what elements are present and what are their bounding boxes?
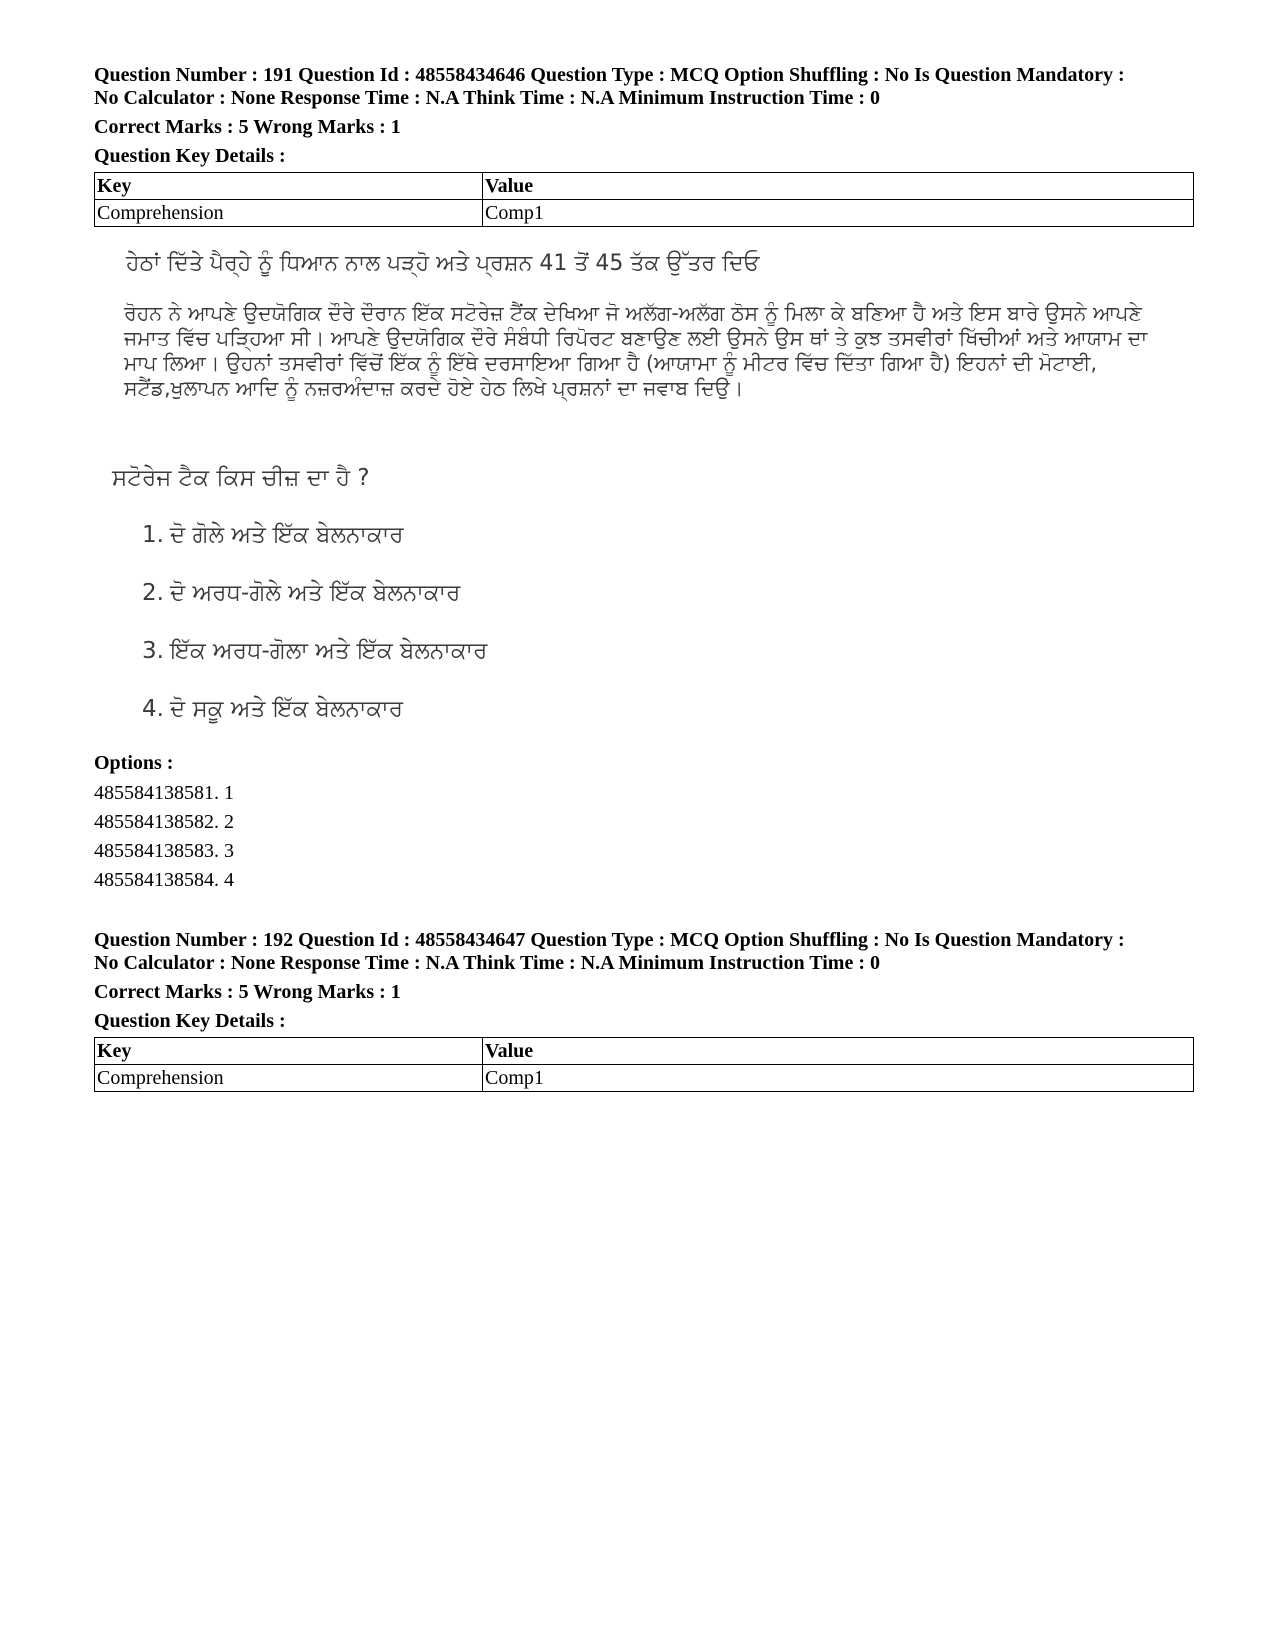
table-header-value: Value [483, 173, 1194, 200]
option-row: 485584138581. 1 [94, 782, 234, 804]
table-header-key: Key [95, 1038, 483, 1065]
question-marks: Correct Marks : 5 Wrong Marks : 1 [94, 116, 401, 138]
choice-number: 3. [142, 638, 164, 664]
table-header-row [95, 173, 1194, 200]
question-192 [94, 929, 1194, 1092]
option-row: 485584138582. 2 [94, 811, 234, 833]
choice-text: ਇੱਕ ਅਰਧ-ਗੋਲਾ ਅਤੇ ਇੱਕ ਬੇਲਨਾਕਾਰ [169, 638, 488, 664]
question-meta-line-1: Question Number : 191 Question Id : 48558434646 Question Type : MCQ Option Shuffling : No Is Question Mandatory : [94, 64, 1125, 86]
comprehension-passage: ਰੋਹਨ ਨੇ ਆਪਣੇ ਉਦਯੋਗਿਕ ਦੌਰੇ ਦੌਰਾਨ ਇੱਕ ਸਟੋਰੇਜ਼ ਟੈਂਕ ਦੇਖਿਆ ਜੋ ਅਲੱਗ-ਅਲੱਗ ਠੋਸ ਨੂੰ ਮਿਲਾ ਕੇ ਬਣਿਆ ਹੈ ਅਤੇ ਇਸ ਬਾਰੇ ਉਸਨੇ ਆਪਣੇ ਜਮਾਤ ਵਿੱਚ ਪੜ੍ਹਿਆ ਸੀ। ਆਪਣੇ ਉਦਯੋਗਿਕ ਦੌਰੇ ਸੰਬੰਧੀ ਰਿਪੋਰਟ ਬਣਾਉਣ ਲਈ ਉਸਨੇ ਉਸ ਥਾਂ ਤੇ ਕੁਝ ਤਸਵੀਰਾਂ ਖਿੱਚੀਆਂ ਅਤੇ ਆਯਾਮ ਦਾ ਮਾਪ ਲਿਆ। ਉਹਨਾਂ ਤਸਵੀਰਾਂ ਵਿੱਚੋਂ ਇੱਕ ਨੂੰ ਇੱਥੇ ਦਰਸਾਇਆ ਗਿਆ ਹੈ (ਆਯਾਮਾ ਨੂੰ ਮੀਟਰ ਵਿੱਚ ਦਿੱਤਾ ਗਿਆ ਹੈ) ਇਹਨਾਂ ਦੀ ਮੋਟਾਈ, ਸਟੈਂਡ,ਖੁਲਾਪਨ ਆਦਿ ਨੂੰ ਨਜ਼ਰਅੰਦਾਜ਼ ਕਰਦੇ ਹੋਏ ਹੇਠ ਲਿਖੇ ਪ੍ਰਸ਼ਨਾਂ ਦਾ ਜਵਾਬ ਦਿਉ। [124, 301, 1148, 400]
table-header-key: Key [95, 173, 483, 200]
choice-text: ਦੋ ਅਰਧ-ਗੋਲੇ ਅਤੇ ਇੱਕ ਬੇਲਨਾਕਾਰ [169, 580, 461, 606]
options-label: Options : [94, 752, 174, 774]
comprehension-instruction: ਹੇਠਾਂ ਦਿੱਤੇ ਪੈਰ੍ਹੇ ਨੂੰ ਧਿਆਨ ਨਾਲ ਪੜ੍ਹੋ ਅਤੇ ਪ੍ਰਸ਼ਨ 41 ਤੋਂ 45 ਤੱਕ ਉੱਤਰ ਦਿਓ [126, 251, 760, 276]
question-marks: Correct Marks : 5 Wrong Marks : 1 [94, 981, 401, 1003]
table-cell-key: Comprehension [95, 200, 483, 227]
question-content-image [112, 249, 1192, 725]
question-key-table [94, 1037, 1194, 1092]
choice-number: 1. [142, 522, 164, 548]
choice-number: 2. [142, 580, 164, 606]
question-stem: ਸਟੋਰੇਜ ਟੈਕ ਕਿਸ ਚੀਜ਼ ਦਾ ਹੈ ? [112, 465, 370, 491]
option-row: 485584138584. 4 [94, 869, 234, 891]
option-row: 485584138583. 3 [94, 840, 234, 862]
choice-text: ਦੋ ਗੋਲੇ ਅਤੇ ਇੱਕ ਬੇਲਨਾਕਾਰ [169, 522, 404, 548]
table-header-row [95, 1038, 1194, 1065]
table-header-value: Value [483, 1038, 1194, 1065]
table-row [95, 200, 1194, 227]
table-cell-value: Comp1 [483, 200, 1194, 227]
question-meta-line-2: No Calculator : None Response Time : N.A Think Time : N.A Minimum Instruction Time : 0 [94, 87, 880, 109]
question-key-table [94, 172, 1194, 227]
question-meta [94, 64, 1194, 110]
document-page [94, 64, 1194, 1092]
question-key-details-label: Question Key Details : [94, 145, 286, 167]
table-cell-value: Comp1 [483, 1065, 1194, 1092]
choice-item [142, 635, 1192, 667]
question-meta [94, 929, 1194, 975]
question-key-details-label: Question Key Details : [94, 1010, 286, 1032]
question-191 [94, 64, 1194, 895]
table-row [95, 1065, 1194, 1092]
choice-item [142, 519, 1192, 551]
question-meta-line-2: No Calculator : None Response Time : N.A Think Time : N.A Minimum Instruction Time : 0 [94, 952, 880, 974]
choice-item [142, 577, 1192, 609]
question-meta-line-1: Question Number : 192 Question Id : 48558434647 Question Type : MCQ Option Shuffling : No Is Question Mandatory : [94, 929, 1125, 951]
choice-item [142, 693, 1192, 725]
table-cell-key: Comprehension [95, 1065, 483, 1092]
choice-text: ਦੋ ਸਕੂ ਅਤੇ ਇੱਕ ਬੇਲਨਾਕਾਰ [169, 696, 403, 722]
choice-number: 4. [142, 696, 164, 722]
